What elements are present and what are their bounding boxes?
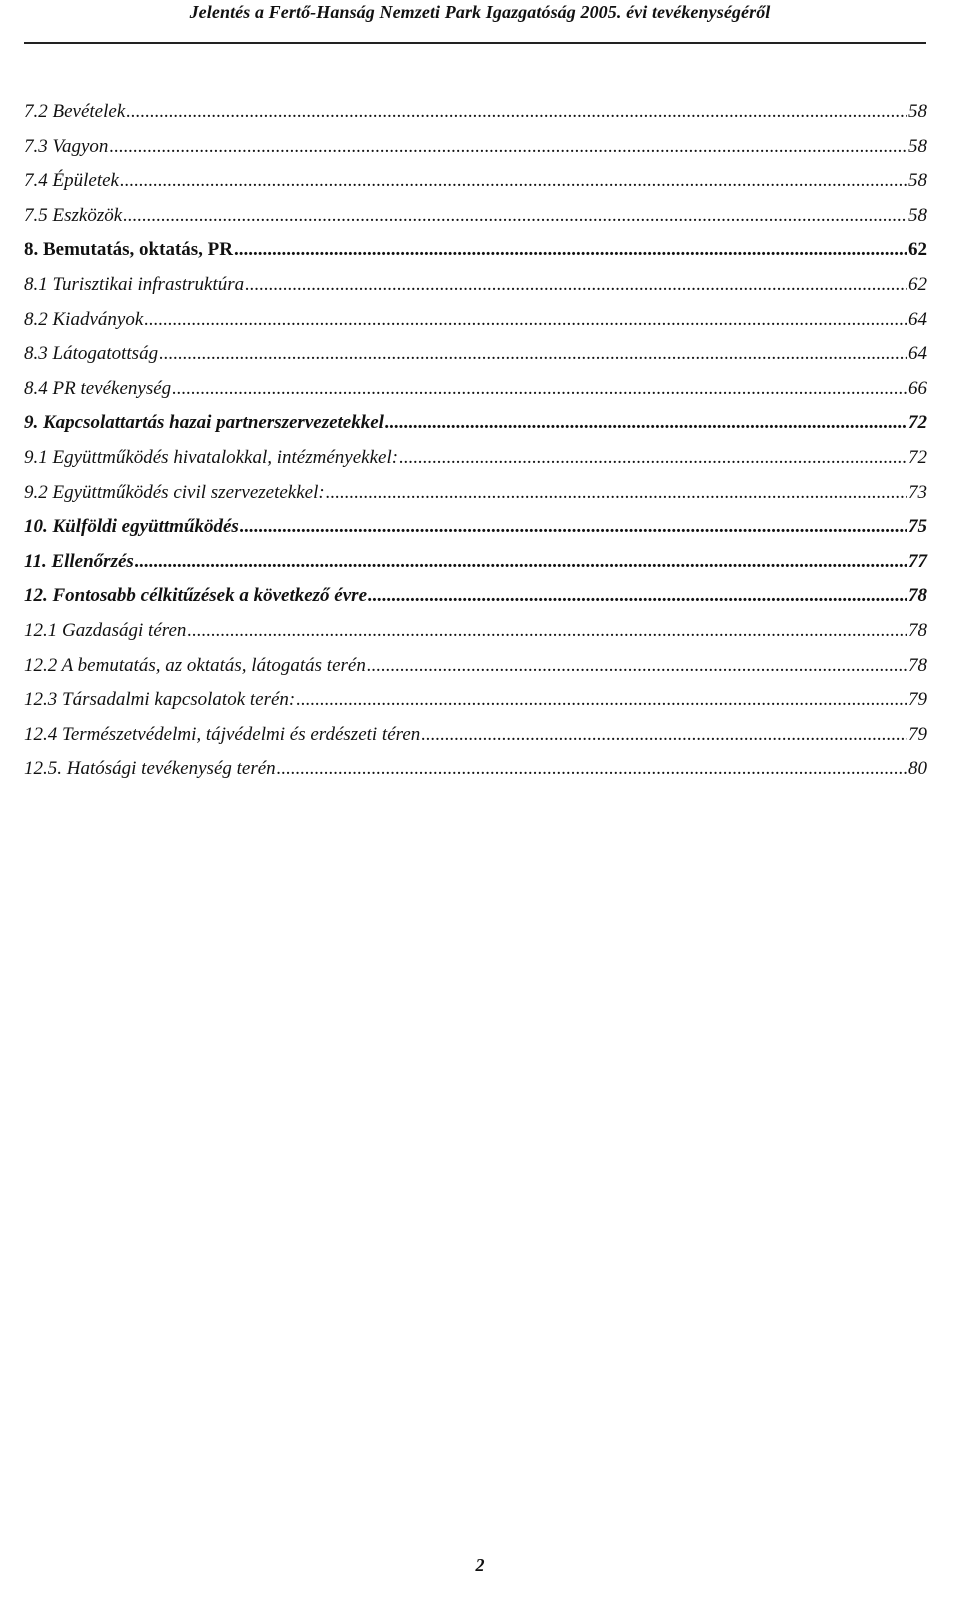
toc-dot-leader [159, 343, 907, 365]
toc-entry-label: 8.3 Látogatottság [24, 343, 159, 365]
toc-entry-label: 11. Ellenőrzés [24, 550, 134, 572]
toc-entry-label: 12.2 A bemutatás, az oktatás, látogatás terén [24, 654, 366, 676]
toc-entry-label: 8.2 Kiadványok [24, 308, 144, 330]
toc-entry-page: 78 [908, 654, 927, 676]
toc-entry-label: 9.1 Együttműködés hivatalokkal, intézményekkel: [24, 446, 399, 468]
toc-entry-page: 73 [908, 481, 927, 503]
toc-dot-leader [326, 482, 907, 504]
toc-entry[interactable] [24, 239, 927, 274]
toc-entry-page: 79 [908, 723, 927, 745]
toc-entry[interactable] [24, 551, 927, 586]
toc-dot-leader [135, 551, 907, 573]
toc-entry[interactable] [24, 724, 927, 759]
toc-entry-label: 12.3 Társadalmi kapcsolatok terén: [24, 689, 296, 711]
toc-dot-leader [126, 101, 907, 123]
toc-dot-leader [367, 655, 907, 677]
toc-dot-leader [277, 758, 907, 780]
toc-entry-page: 58 [908, 135, 927, 157]
toc-entry-label: 8. Bemutatás, oktatás, PR [24, 239, 233, 261]
toc-entry[interactable] [24, 412, 927, 447]
toc-dot-leader [245, 274, 907, 296]
toc-dot-leader [109, 136, 907, 158]
toc-entry-page: 64 [908, 308, 927, 330]
toc-entry-page: 62 [908, 239, 927, 261]
toc-entry[interactable] [24, 274, 927, 309]
toc-entry[interactable] [24, 205, 927, 240]
toc-dot-leader [399, 447, 907, 469]
toc-entry-page: 66 [908, 377, 927, 399]
toc-entry[interactable] [24, 136, 927, 171]
toc-entry[interactable] [24, 620, 927, 655]
toc-entry[interactable] [24, 101, 927, 136]
toc-dot-leader [385, 412, 907, 434]
toc-entry-page: 58 [908, 204, 927, 226]
toc-entry[interactable] [24, 655, 927, 690]
toc-entry-page: 72 [908, 412, 927, 434]
toc-entry-label: 7.2 Bevételek [24, 101, 126, 122]
toc-entry-label: 7.3 Vagyon [24, 135, 109, 157]
table-of-contents [24, 101, 927, 793]
toc-entry-page: 80 [908, 758, 927, 780]
toc-entry-page: 78 [908, 585, 927, 607]
toc-entry-label: 12.5. Hatósági tevékenység terén [24, 758, 276, 780]
toc-dot-leader [240, 516, 907, 538]
toc-dot-leader [144, 309, 907, 331]
toc-dot-leader [234, 239, 907, 261]
toc-entry-page: 64 [908, 343, 927, 365]
toc-entry[interactable] [24, 447, 927, 482]
toc-entry-label: 9. Kapcsolattartás hazai partnerszervezetekkel [24, 412, 384, 434]
toc-entry[interactable] [24, 482, 927, 517]
toc-entry-label: 8.4 PR tevékenység [24, 377, 172, 399]
toc-entry-label: 12.1 Gazdasági téren [24, 619, 187, 641]
toc-dot-leader [172, 378, 907, 400]
toc-entry-label: 10. Külföldi együttműködés [24, 516, 239, 538]
toc-entry-label: 12.4 Természetvédelmi, tájvédelmi és erdészeti téren [24, 723, 421, 745]
toc-entry-label: 12. Fontosabb célkitűzések a következő évre [24, 585, 368, 607]
header-divider [24, 42, 926, 44]
toc-entry-label: 7.5 Eszközök [24, 204, 123, 226]
toc-dot-leader [123, 205, 907, 227]
toc-entry[interactable] [24, 343, 927, 378]
toc-entry[interactable] [24, 170, 927, 205]
toc-entry-page: 77 [908, 550, 927, 572]
toc-dot-leader [368, 585, 907, 607]
toc-entry-page: 58 [908, 101, 927, 122]
header-title: Jelentés a Fertő-Hanság Nemzeti Park Igazgatóság 2005. évi tevékenységéről [189, 2, 771, 22]
toc-entry-label: 9.2 Együttműködés civil szervezetekkel: [24, 481, 325, 503]
toc-dot-leader [296, 689, 907, 711]
toc-entry-page: 75 [908, 516, 927, 538]
toc-entry[interactable] [24, 585, 927, 620]
toc-entry[interactable] [24, 516, 927, 551]
toc-dot-leader [421, 724, 907, 746]
toc-entry-page: 58 [908, 170, 927, 192]
page-number: 2 [475, 1555, 485, 1575]
toc-entry-page: 79 [908, 689, 927, 711]
toc-entry-page: 62 [908, 273, 927, 295]
toc-dot-leader [187, 620, 907, 642]
page-header [0, 0, 960, 44]
toc-dot-leader [120, 170, 907, 192]
toc-entry-page: 78 [908, 619, 927, 641]
toc-entry[interactable] [24, 689, 927, 724]
toc-entry[interactable] [24, 309, 927, 344]
toc-entry-page: 72 [908, 446, 927, 468]
toc-entry-label: 7.4 Épületek [24, 170, 119, 192]
toc-entry[interactable] [24, 378, 927, 413]
toc-entry-label: 8.1 Turisztikai infrastruktúra [24, 273, 245, 295]
toc-entry[interactable] [24, 758, 927, 793]
